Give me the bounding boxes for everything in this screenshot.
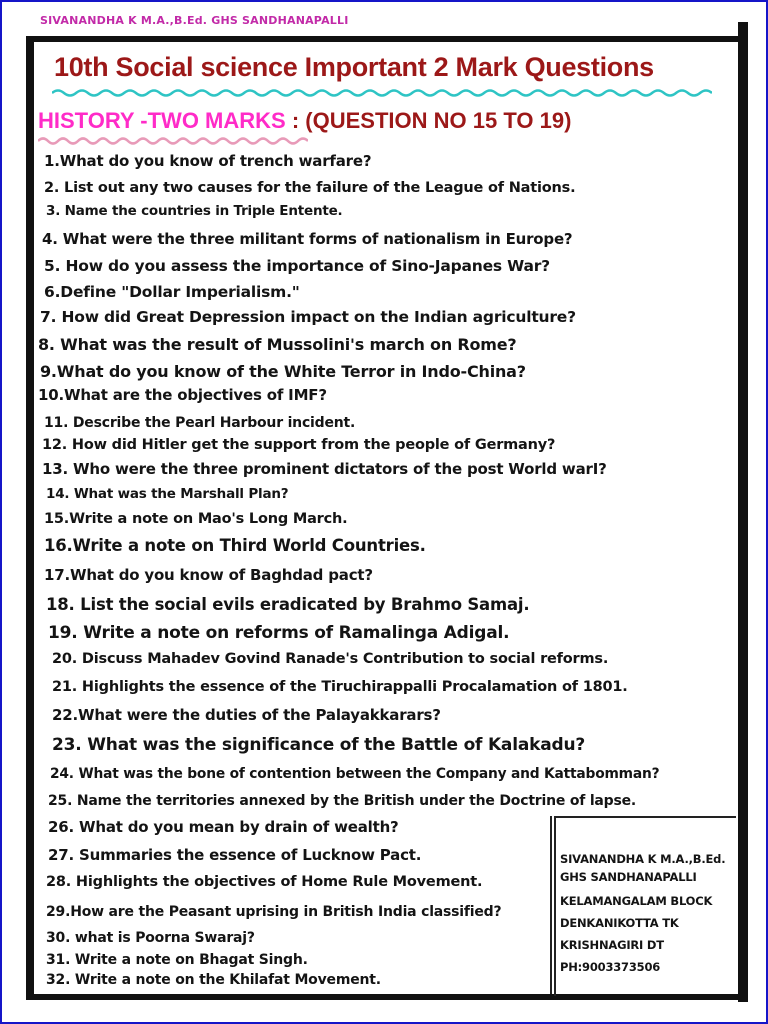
frame-top-border (26, 36, 738, 42)
question-item: 5. How do you assess the importance of Sino-Japanes War? (44, 257, 550, 275)
frame-right-border (738, 22, 748, 1002)
question-item: 12. How did Hitler get the support from the people of Germany? (42, 437, 556, 453)
question-item: 27. Summaries the essence of Lucknow Pact. (48, 846, 422, 864)
contact-school: GHS SANDHANAPALLI (560, 870, 697, 884)
section-separator: : (291, 108, 300, 133)
question-item: 22.What were the duties of the Palayakkarars? (52, 706, 441, 724)
section-squiggle-underline (38, 136, 308, 146)
section-heading (38, 108, 571, 134)
question-item: 21. Highlights the essence of the Tiruchirappalli Procalamation of 1801. (52, 679, 628, 695)
question-item: 11. Describe the Pearl Harbour incident. (44, 415, 356, 431)
contact-taluk: DENKANIKOTTA TK (560, 916, 679, 930)
section-label: HISTORY -TWO MARKS (38, 108, 286, 133)
question-item: 29.How are the Peasant uprising in British India classified? (46, 904, 502, 920)
question-item: 13. Who were the three prominent dictators of the post World warI? (42, 460, 607, 478)
question-item: 17.What do you know of Baghdad pact? (44, 566, 373, 584)
question-item: 8. What was the result of Mussolini's march on Rome? (38, 335, 517, 354)
question-item: 28. Highlights the objectives of Home Rule Movement. (46, 874, 483, 890)
contact-phone: PH:9003373506 (560, 960, 661, 974)
question-item: 32. Write a note on the Khilafat Movement. (46, 972, 381, 988)
question-item: 4. What were the three militant forms of nationalism in Europe? (42, 230, 573, 248)
frame-left-border (26, 36, 34, 998)
question-item: 1.What do you know of trench warfare? (44, 152, 372, 170)
question-item: 18. List the social evils eradicated by Brahmo Samaj. (46, 595, 530, 614)
question-item: 14. What was the Marshall Plan? (46, 486, 289, 502)
contact-block: KELAMANGALAM BLOCK (560, 894, 713, 908)
question-item: 25. Name the territories annexed by the British under the Doctrine of lapse. (48, 793, 637, 809)
page-title: 10th Social science Important 2 Mark Questions (54, 52, 654, 82)
title-squiggle-underline (52, 88, 712, 98)
question-item: 6.Define "Dollar Imperialism." (44, 283, 300, 301)
question-item: 31. Write a note on Bhagat Singh. (46, 952, 308, 968)
question-item: 10.What are the objectives of IMF? (38, 386, 327, 404)
author-top-text: SIVANANDHA K M.A.,B.Ed. GHS SANDHANAPALLI (40, 14, 349, 27)
question-item: 7. How did Great Depression impact on the Indian agriculture? (40, 308, 576, 326)
contact-box-divider (550, 816, 552, 994)
contact-box (554, 816, 736, 996)
question-item: 26. What do you mean by drain of wealth? (48, 818, 399, 836)
contact-district: KRISHNAGIRI DT (560, 938, 664, 952)
question-item: 15.Write a note on Mao's Long March. (44, 511, 348, 527)
question-item: 2. List out any two causes for the failure of the League of Nations. (44, 180, 576, 196)
question-item: 19. Write a note on reforms of Ramalinga Adigal. (48, 623, 510, 643)
question-item: 9.What do you know of the White Terror in Indo-China? (40, 362, 526, 381)
question-item: 30. what is Poorna Swaraj? (46, 930, 255, 946)
question-item: 20. Discuss Mahadev Govind Ranade's Contribution to social reforms. (52, 651, 609, 667)
section-note: (QUESTION NO 15 TO 19) (305, 108, 572, 133)
contact-name: SIVANANDHA K M.A.,B.Ed. (560, 852, 726, 866)
question-item: 24. What was the bone of contention between the Company and Kattabomman? (50, 766, 660, 782)
question-item: 16.Write a note on Third World Countries. (44, 536, 426, 555)
question-item: 3. Name the countries in Triple Entente. (46, 203, 343, 219)
question-item: 23. What was the significance of the Battle of Kalakadu? (52, 735, 586, 755)
